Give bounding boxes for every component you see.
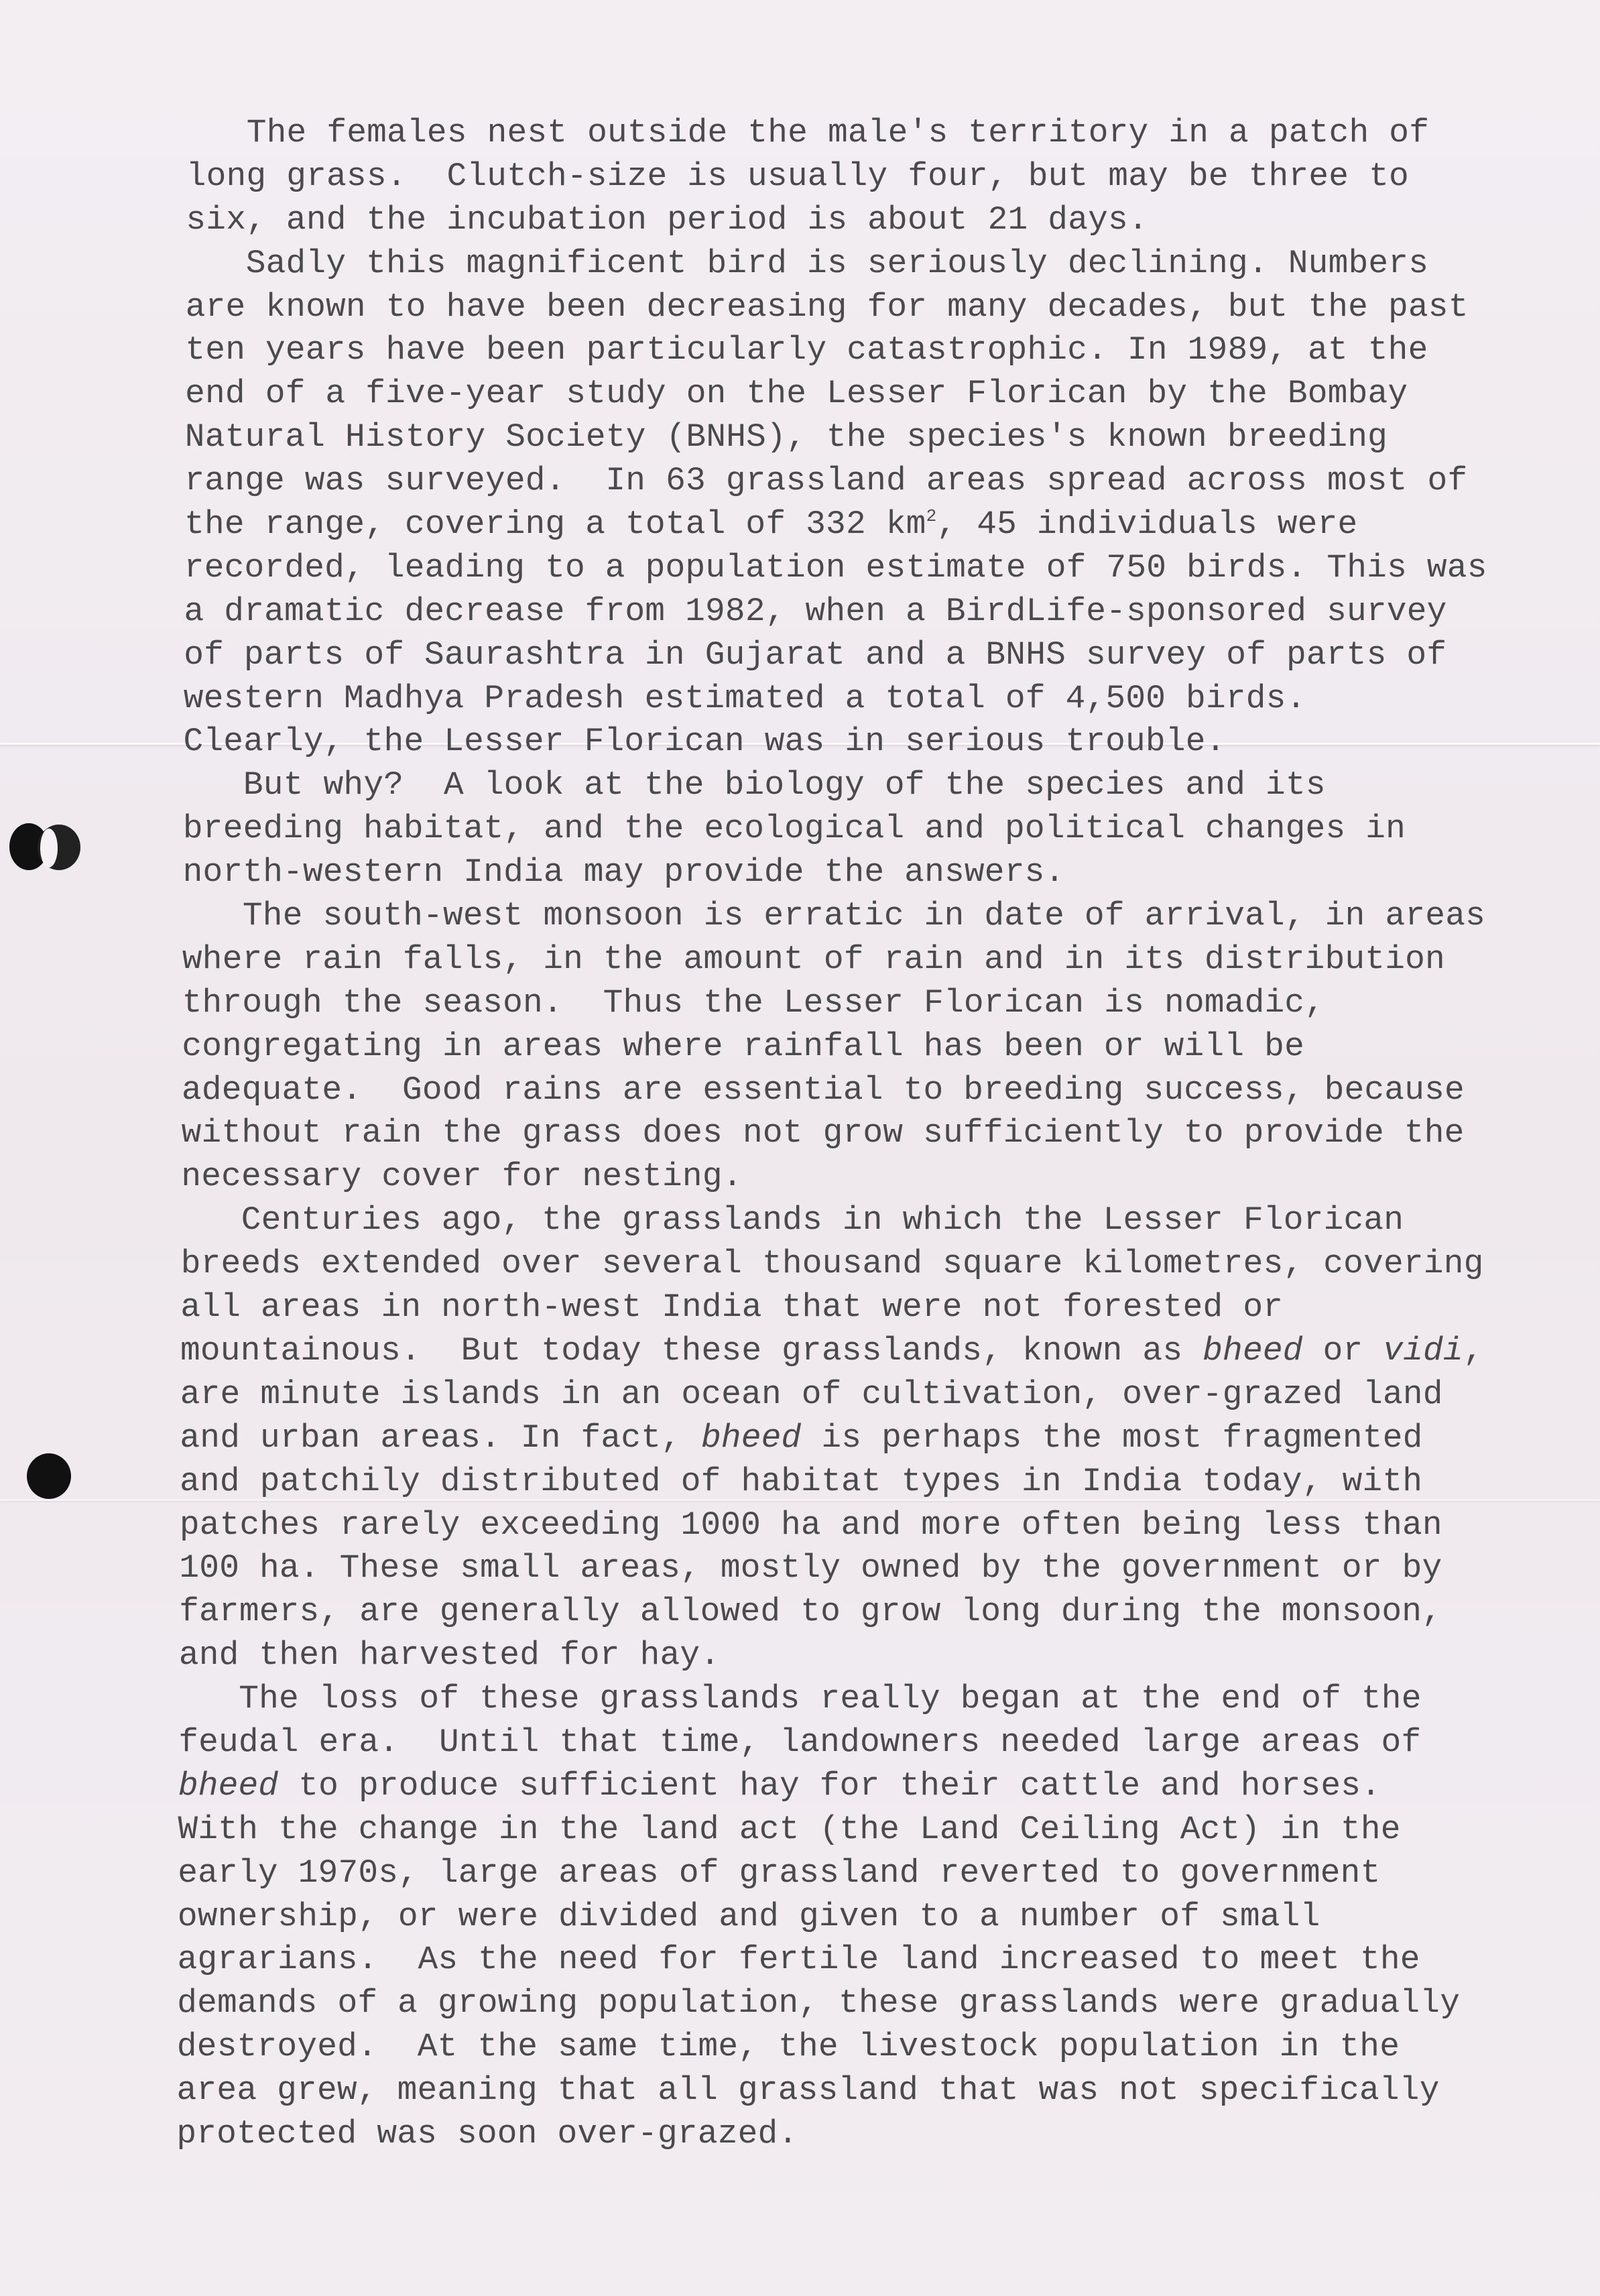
text-run: six, and the incubation period is about 21 days. (186, 200, 1148, 239)
italic-term: vidi (1383, 1331, 1463, 1370)
text-line (177, 2069, 1523, 2112)
text-line (179, 1590, 1523, 1634)
text-run: destroyed. At the same time, the livestock population in the (176, 2028, 1400, 2066)
text-run: congregating in areas where rainfall has been or will be (182, 1027, 1304, 1065)
text-run: mountainous. But today these grasslands, known as (180, 1331, 1203, 1370)
text-line (179, 1634, 1523, 1677)
text-line (181, 1199, 1523, 1242)
text-run: is perhaps the most fragmented (801, 1418, 1423, 1457)
text-run: Clearly, the Lesser Florican was in serious trouble. (183, 723, 1226, 761)
text-run: end of a five-year study on the Lesser Florican by the Bombay (185, 375, 1408, 413)
text-line (180, 1416, 1523, 1460)
text-line (184, 503, 1523, 546)
text-line (182, 1025, 1523, 1069)
superscript: 2 (926, 506, 937, 527)
text-run: Sadly this magnificent bird is seriously declining. Numbers (186, 244, 1429, 282)
italic-term: bheed (700, 1418, 802, 1457)
text-line (182, 981, 1523, 1025)
text-line (184, 546, 1523, 590)
text-run: , (1463, 1331, 1483, 1370)
text-run: are minute islands in an ocean of cultivation, over-grazed land (180, 1375, 1443, 1413)
text-line (186, 242, 1523, 286)
text-line (185, 328, 1523, 372)
text-line (186, 198, 1523, 242)
text-run: agrarians. As the need for fertile land increased to meet the (177, 1941, 1420, 1979)
text-run: north-western India may provide the answers. (182, 853, 1065, 892)
text-line (178, 1764, 1523, 1808)
text-run: farmers, are generally allowed to grow long during the monsoon, (179, 1593, 1442, 1631)
text-run: feudal era. Until that time, landowners needed large areas of (178, 1723, 1422, 1761)
text-line (178, 1808, 1524, 1852)
text-run: The females nest outside the male's territory in a patch of (186, 114, 1430, 152)
italic-term: bheed (1203, 1331, 1303, 1370)
text-run: With the change in the land act (the Land Ceiling Act) in the (178, 1810, 1401, 1848)
text-line (182, 894, 1523, 938)
text-run: where rain falls, in the amount of rain and in its distribution (182, 940, 1445, 978)
text-line (181, 1242, 1523, 1286)
text-line (176, 2112, 1523, 2156)
text-line (180, 1460, 1523, 1504)
text-run: Centuries ago, the grasslands in which the Lesser Florican (181, 1201, 1404, 1240)
text-run: western Madhya Pradesh estimated a total of 4,500 birds. (183, 679, 1306, 717)
text-line (184, 720, 1524, 764)
text-line (181, 1155, 1523, 1199)
text-line (183, 851, 1523, 894)
text-line (179, 1547, 1523, 1590)
text-run: without rain the grass does not grow sufficiently to provide the (181, 1114, 1465, 1152)
text-run: range was surveyed. In 63 grassland areas spread across most of (184, 462, 1468, 500)
text-line (185, 372, 1523, 416)
text-run: long grass. Clutch-size is usually four, but may be three to (186, 157, 1409, 195)
text-line (178, 1895, 1523, 1939)
text-run: a dramatic decrease from 1982, when a BirdLife-sponsored survey (184, 592, 1447, 630)
text-line (182, 1069, 1523, 1112)
text-run: breeding habitat, and the ecological and political changes in (182, 810, 1406, 848)
text-run: recorded, leading to a population estimate of 750 birds. This was (184, 548, 1487, 587)
text-run: are known to have been decreasing for many decades, but the past (185, 288, 1469, 326)
text-run: breeds extended over several thousand square kilometres, covering (180, 1245, 1484, 1283)
document-body (176, 111, 1523, 2156)
text-line (185, 416, 1523, 459)
text-run: the range, covering a total of 332 km (184, 505, 926, 544)
text-line (186, 286, 1523, 329)
punch-hole-icon (27, 1453, 71, 1499)
text-line (180, 1286, 1523, 1329)
text-line (183, 764, 1523, 807)
text-line (178, 1938, 1523, 1982)
text-line (182, 938, 1523, 981)
text-line (180, 1373, 1523, 1416)
text-line (184, 633, 1523, 677)
text-line (180, 1504, 1523, 1547)
punch-hole-gap (40, 829, 58, 867)
text-run: But why? A look at the biology of the species and its (183, 766, 1326, 804)
text-run: of parts of Saurashtra in Gujarat and a BNHS survey of parts of (184, 636, 1447, 674)
text-run: 100 ha. These small areas, mostly owned by the government or by (179, 1549, 1442, 1587)
text-run: The south-west monsoon is erratic in date of arrival, in areas (182, 897, 1486, 935)
text-run: through the season. Thus the Lesser Florican is nomadic, (182, 983, 1325, 1022)
text-run: and patchily distributed of habitat types in India today, with (180, 1462, 1423, 1500)
text-line (180, 1329, 1523, 1373)
text-line (184, 459, 1523, 503)
text-line (186, 111, 1523, 155)
text-line (184, 677, 1523, 721)
text-run: early 1970s, large areas of grassland reverted to government (178, 1854, 1381, 1892)
text-run: patches rarely exceeding 1000 ha and more often being less than (179, 1506, 1442, 1544)
text-run: or (1302, 1331, 1383, 1370)
text-line (182, 1111, 1523, 1155)
text-line (186, 155, 1523, 198)
text-line (178, 1852, 1523, 1895)
text-run: area grew, meaning that all grassland that was not specifically (176, 2071, 1440, 2110)
text-line (179, 1677, 1524, 1721)
text-run: ten years have been particularly catastrophic. In 1989, at the (185, 331, 1428, 369)
text-line (177, 2025, 1523, 2069)
text-line (183, 807, 1523, 851)
text-run: , 45 individuals were (936, 505, 1358, 544)
text-run: necessary cover for nesting. (181, 1158, 743, 1196)
text-run: and then harvested for hay. (178, 1636, 721, 1675)
text-run: ownership, or were divided and given to a number of small (177, 1897, 1320, 1935)
text-run: demands of a growing population, these grasslands were gradually (177, 1984, 1461, 2022)
text-run: adequate. Good rains are essential to breeding success, because (182, 1071, 1465, 1109)
text-run: and urban areas. In fact, (180, 1418, 701, 1457)
text-run: Natural History Society (BNHS), the species's known breeding (184, 418, 1388, 457)
text-line (178, 1721, 1523, 1764)
text-line (177, 1982, 1523, 2025)
text-run: protected was soon over-grazed. (176, 2114, 798, 2153)
text-run: all areas in north-west India that were not forested or (180, 1288, 1284, 1327)
text-run: to produce sufficient hay for their cattle and horses. (278, 1766, 1381, 1805)
italic-term: bheed (178, 1766, 279, 1805)
text-line (184, 590, 1524, 633)
text-run: The loss of these grasslands really began at the end of the (178, 1680, 1422, 1718)
